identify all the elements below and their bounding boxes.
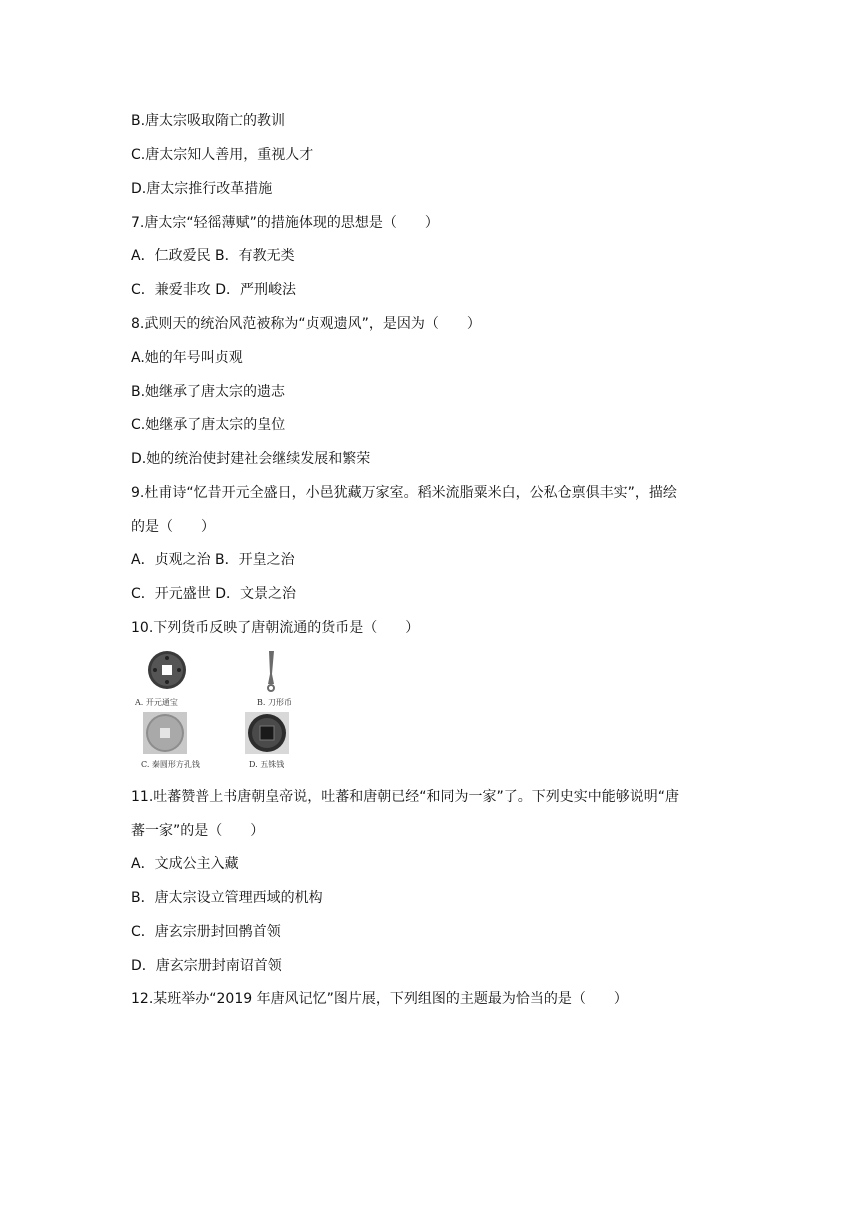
question-11-line2: 蕃一家”的是（ ） [131,823,265,839]
q9-options-cd: C．开元盛世 D．文景之治 [131,586,297,602]
line-b6: B.唐太宗吸取隋亡的教训 [131,113,286,129]
knife-money-image [262,650,282,692]
q8-option-b: B.她继承了唐太宗的遗志 [131,384,286,400]
q8-option-c: C.她继承了唐太宗的皇位 [131,417,286,433]
line-c6: C.唐太宗知人善用，重视人才 [131,147,314,163]
coin-b [245,650,335,710]
question-9-line1: 9.杜甫诗“忆昔开元全盛日，小邑犹藏万家室。稻米流脂粟米白，公私仓禀俱丰实”，描绘 [131,485,677,501]
coin-c [135,712,225,772]
coin-figure [135,650,315,775]
question-7: 7.唐太宗“轻徭薄赋”的措施体现的思想是（ ） [131,215,439,231]
q11-option-c: C．唐玄宗册封回鹘首领 [131,924,281,940]
q11-option-b: B．唐太宗设立管理西域的机构 [131,890,323,906]
coin-d-caption: D. 五铢钱 [249,760,285,769]
question-8: 8.武则天的统治风范被称为“贞观遗风”，是因为（ ） [131,316,481,332]
wuzhu-coin-image [245,712,289,754]
q7-options-ab: A．仁政爱民 B．有教无类 [131,248,295,264]
coin-a [135,650,225,710]
q9-options-ab: A．贞观之治 B．开皇之治 [131,552,295,568]
qin-round-coin-image [143,712,187,754]
question-9-line2: 的是（ ） [131,519,215,535]
kaiyuan-tongbao-coin-image [147,650,187,690]
q11-option-d: D．唐玄宗册封南诏首领 [131,958,282,974]
q11-option-a: A．文成公主入藏 [131,856,239,872]
question-12: 12.某班举办“2019 年唐风记忆”图片展，下列组图的主题最为恰当的是（ ） [131,991,628,1007]
coin-a-caption: A. 开元通宝 [135,698,178,707]
q7-options-cd: C．兼爱非攻 D．严刑峻法 [131,282,297,298]
q8-option-d: D.她的统治使封建社会继续发展和繁荣 [131,451,371,467]
question-10: 10.下列货币反映了唐朝流通的货币是（ ） [131,620,420,636]
question-11-line1: 11.吐蕃赞普上书唐朝皇帝说，吐蕃和唐朝已经“和同为一家”了。下列史实中能够说明“唐 [131,789,680,805]
coin-d [245,712,335,772]
coin-c-caption: C. 秦圆形方孔钱 [141,760,200,769]
q8-option-a: A.她的年号叫贞观 [131,350,243,366]
line-d6: D.唐太宗推行改革措施 [131,181,273,197]
coin-b-caption: B. 刀形币 [257,698,292,707]
